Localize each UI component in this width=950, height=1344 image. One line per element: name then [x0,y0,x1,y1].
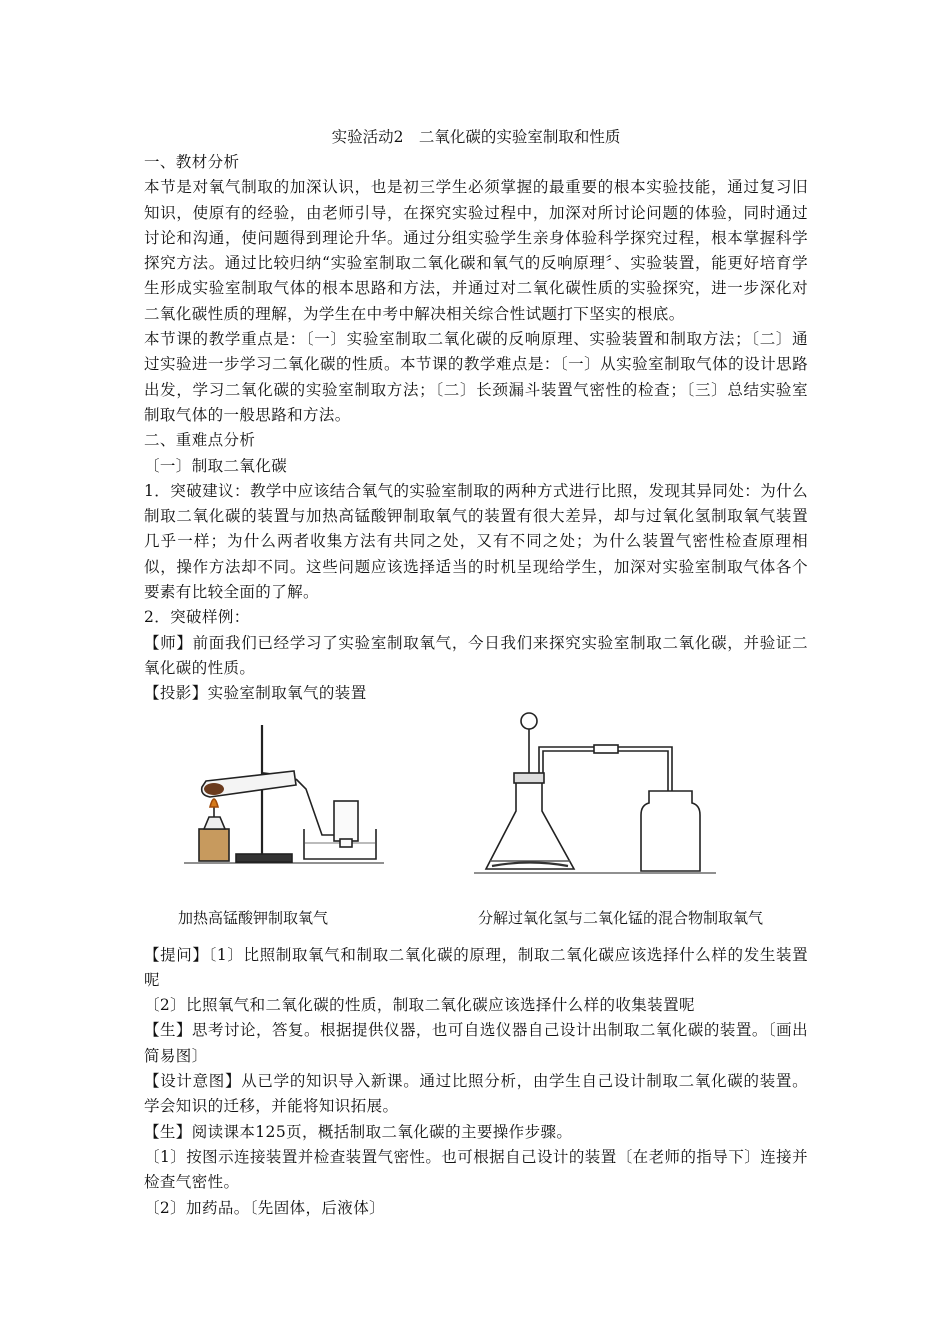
decomposition-apparatus [474,713,716,873]
paragraph-student-2: 【生】阅读课本125页，概括制取二氧化碳的主要操作步骤。 [144,1122,573,1141]
heating-apparatus [184,725,384,863]
caption-left: 加热高锰酸钾制取氧气 [178,908,329,927]
document-title: 实验活动2 二氧化碳的实验室制取和性质 [331,128,621,146]
section-heading-difficulty-analysis: 二、重难点分析 [144,431,256,450]
subsection-heading-co2: 〔一〕制取二氧化碳 [144,456,288,475]
caption-right: 分解过氧化氢与二氧化锰的混合物制取氧气 [478,908,764,927]
paragraph-question-2: 〔2〕比照氧气和二氧化碳的性质，制取二氧化碳应该选择什么样的收集装置呢 [144,996,695,1015]
paragraph-student-1: 【生】思考讨论，答复。根据提供仪器，也可自选仪器自己设计出制取二氧化碳的装置。〔画出简易图〕 [144,1021,808,1065]
paragraph-example-heading: 2．突破样例： [144,608,250,627]
apparatus-figure [144,711,808,939]
paragraph-key-points: 本节课的教学重点是：〔一〕实验室制取二氧化碳的反响原理、实验装置和制取方法；〔二〕通过实验进一步学习二氧化碳的性质。本节课的教学难点是：〔一〕从实验室制取气体的设计思路出发，学习二氧化碳的实验室制取方法；〔二〕长颈漏斗装置气密性的检查；〔三〕总结实验室制取气体的一般思路和方法。 [144,330,808,424]
section-heading-textbook-analysis: 一、教材分析 [144,153,240,171]
document-page [144,118,808,1221]
paragraph-projection: 【投影】实验室制取氧气的装置 [144,684,367,703]
paragraph-design-intent: 【设计意图】从已学的知识导入新课。通过比照分析，由学生自己设计制取二氧化碳的装置。学会知识的迁移，并能将知识拓展。 [144,1072,808,1116]
paragraph-step-1: 〔1〕按图示连接装置并检查装置气密性。也可根据自己设计的装置〔在老师的指导下〕连接并检查气密性。 [144,1147,808,1192]
paragraph-teacher: 【师】前面我们已经学习了实验室制取氧气，今日我们来探究实验室制取二氧化碳，并验证二氧化碳的性质。 [144,633,808,677]
paragraph-suggestion: 1．突破建议：教学中应该结合氧气的实验室制取的两种方式进行比照，发现其异同处：为什么制取二氧化碳的装置与加热高锰酸钾制取氧气的装置有很大差异，却与过氧化氢制取氧气装置几乎一样；为什么两者收集方法有共同之处，又有不同之处；为什么装置气密性检查原理相似，操作方法却不同。这些问题应该选择适当的时机呈现给学生，加深对实验室制取气体各个要素有比较全面的了解。 [144,481,808,602]
apparatus-illustration [144,711,808,939]
paragraph-intro: 本节是对氧气制取的加深认识，也是初三学生必须掌握的最重要的根本实验技能，通过复习旧知识，使原有的经验，由老师引导，在探究实验过程中，加深对所讨论问题的体验，同时通过讨论和沟通，使问题得到理论升华。通过分组实验学生亲身体验科学探究过程，根本掌握科学探究方法。通过比较归纳“实验室制取二氧化碳和氧气的反响原理〞、实验装置，能更好培育学生形成实验室制取气体的根本思路和方法，并通过对二氧化碳性质的实验探究，进一步深化对二氧化碳性质的理解，为学生在中考中解决相关综合性试题打下坚实的根底。 [144,178,808,323]
paragraph-question-1: 【提问】〔1〕比照制取氧气和制取二氧化碳的原理，制取二氧化碳应该选择什么样的发生装置呢 [144,945,808,989]
paragraph-step-2: 〔2〕加药品。〔先固体，后液体〕 [144,1198,386,1217]
